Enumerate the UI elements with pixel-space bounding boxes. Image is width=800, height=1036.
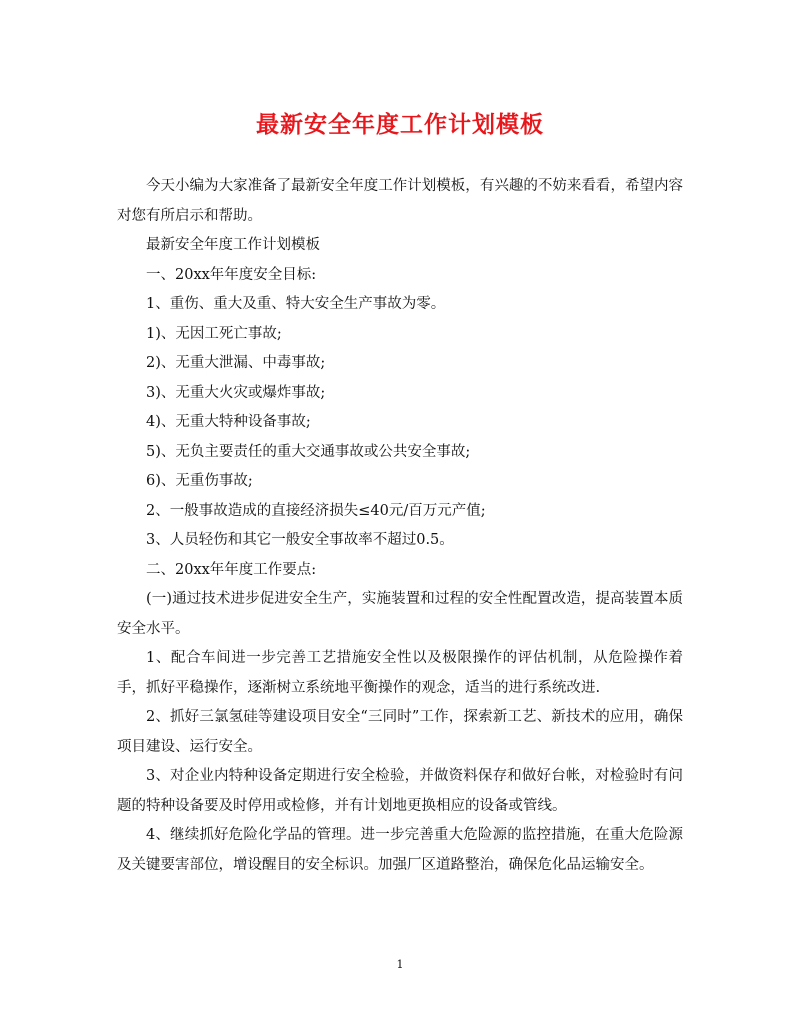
paragraph: 一、20xx年年度安全目标: bbox=[146, 266, 317, 283]
paragraph: 3)、无重大火灾或爆炸事故; bbox=[146, 384, 326, 401]
paragraph: 今天小编为大家准备了最新安全年度工作计划模板，有兴趣的不妨来看看，希望内容对您有所启示和帮助。 bbox=[117, 178, 683, 224]
paragraph: 3、对企业内特种设备定期进行安全检验，并做资料保存和做好台帐，对检验时有问题的特种设备要及时停用或检修，并有计划地更换相应的设备或管线。 bbox=[117, 768, 683, 814]
paragraph: 1、配合车间进一步完善工艺措施安全性以及极限操作的评估机制，从危险操作着手，抓好平稳操作，逐渐树立系统地平衡操作的观念，适当的进行系统改进. bbox=[117, 650, 683, 696]
paragraph: 5)、无负主要责任的重大交通事故或公共安全事故; bbox=[146, 443, 471, 460]
paragraph: 2、一般事故造成的直接经济损失≤40元/百万元产值; bbox=[146, 502, 486, 519]
paragraph: 1、重伤、重大及重、特大安全生产事故为零。 bbox=[146, 296, 446, 312]
paragraph: 3、人员轻伤和其它一般安全事故率不超过0.5。 bbox=[146, 532, 454, 548]
paragraph: 二、20xx年年度工作要点: bbox=[146, 561, 317, 578]
paragraph: 2、抓好三氯氢硅等建设项目安全“三同时”工作，探索新工艺、新技术的应用，确保项目建设、运行安全。 bbox=[117, 709, 683, 755]
paragraph: 6)、无重伤事故; bbox=[146, 473, 253, 489]
paragraph: 2)、无重大泄漏、中毒事故; bbox=[146, 355, 326, 371]
paragraph: (一)通过技术进步促进安全生产，实施装置和过程的安全性配置改造，提高装置本质安全水平。 bbox=[117, 591, 683, 637]
paragraph: 4、继续抓好危险化学品的管理。进一步完善重大危险源的监控措施，在重大危险源及关键要害部位，增设醒目的安全标识。加强厂区道路整治，确保危化品运输安全。 bbox=[117, 827, 683, 873]
paragraph: 1)、无因工死亡事故; bbox=[146, 325, 282, 342]
paragraph: 4)、无重大特种设备事故; bbox=[146, 414, 311, 430]
paragraph: 最新安全年度工作计划模板 bbox=[146, 237, 320, 253]
page-number: 1 bbox=[396, 958, 404, 971]
document-title: 最新安全年度工作计划模板 bbox=[256, 112, 544, 138]
document-body bbox=[117, 172, 683, 880]
